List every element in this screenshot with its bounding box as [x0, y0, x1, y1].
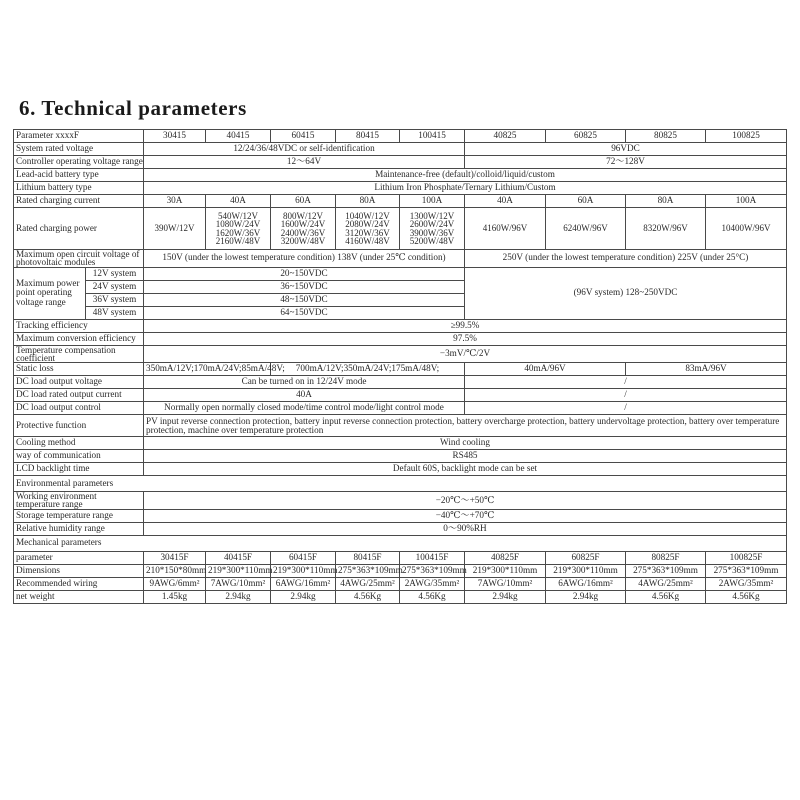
table-row: [14, 551, 787, 564]
power-line: 540W/12V: [218, 211, 258, 222]
power-line: 2160W/48V: [215, 235, 261, 246]
cell-value: 97.5%: [144, 332, 787, 345]
table-row: [14, 590, 787, 603]
table-row: [14, 564, 787, 577]
cell-value: 30A: [144, 195, 206, 208]
cell-value: 40A: [206, 195, 271, 208]
cell-value: 40mA/96V: [465, 363, 626, 376]
row-label-text: Working environment temperature range: [16, 491, 97, 510]
cell-value: Normally open normally closed mode/time control mode/light control mode: [144, 402, 465, 415]
power-line: 1080W/24V: [215, 219, 261, 230]
power-cell: [271, 208, 336, 250]
cell-value: 7AWG/10mm²: [465, 577, 546, 590]
row-label: Storage temperature range: [14, 509, 144, 522]
row-label: Lithium battery type: [14, 182, 144, 195]
cell-value: 250V (under the lowest temperature condition) 225V (under 25°C): [465, 250, 787, 268]
cell-value: RS485: [144, 450, 787, 463]
power-line: 1620W/36V: [215, 227, 261, 238]
cell-value: −40℃～+70℃: [144, 509, 787, 522]
power-cell: [626, 208, 706, 250]
cell-value: 80825F: [626, 551, 706, 564]
power-line: 3200W/48V: [280, 235, 326, 246]
power-cell: [206, 208, 271, 250]
model-header: 100415: [400, 130, 465, 143]
table-row: [14, 363, 787, 376]
row-label-text: Maximum open circuit voltage of photovoltaic modules: [16, 249, 140, 268]
cell-value: 83mA/96V: [626, 363, 787, 376]
cell-value: 64~150VDC: [144, 306, 465, 319]
row-label: DC load rated output current: [14, 389, 144, 402]
row-label: Static loss: [14, 363, 144, 376]
power-line: 1600W/24V: [280, 219, 326, 230]
table-row: [14, 437, 787, 450]
cell-value: 2AWG/35mm²: [706, 577, 787, 590]
table-row: [14, 182, 787, 195]
cell-value: 100A: [706, 195, 787, 208]
model-header: 40825: [465, 130, 546, 143]
table-row: [14, 463, 787, 476]
row-label: Rated charging power: [14, 208, 144, 250]
cell-value: 96VDC: [465, 143, 787, 156]
model-header: 30415: [144, 130, 206, 143]
cell-value: 100A: [400, 195, 465, 208]
cell-value: 100415F: [400, 551, 465, 564]
power-cell: [706, 208, 787, 250]
cell-value: 60825F: [546, 551, 626, 564]
row-label: Maximum power point operating voltage range: [14, 267, 86, 319]
cell-value: 60A: [271, 195, 336, 208]
table-row: [14, 169, 787, 182]
cell-value: 2.94kg: [546, 590, 626, 603]
power-line: 2080W/24V: [345, 219, 390, 230]
table-row: [14, 509, 787, 522]
section-header-row: [14, 535, 787, 551]
system-label: 24V system: [86, 280, 144, 293]
cell-value: 20~150VDC: [144, 267, 465, 280]
cell-value: Default 60S, backlight mode can be set: [144, 463, 787, 476]
protective-text: PV input reverse connection protection, battery input reverse connection protection, battery overcharge protection, battery undervoltage protection, battery over temperature protection, machine over temperature protection: [146, 416, 780, 435]
model-header: 100825: [706, 130, 787, 143]
table-row: [14, 143, 787, 156]
row-label: Cooling method: [14, 437, 144, 450]
row-label: [14, 492, 144, 510]
table-row: [14, 492, 787, 510]
model-header: 40415: [206, 130, 271, 143]
cell-value: 48~150VDC: [144, 293, 465, 306]
row-label: DC load output voltage: [14, 376, 144, 389]
cell-value: [144, 415, 787, 437]
table-row: [14, 332, 787, 345]
power-line: 1040W/12V: [345, 211, 390, 222]
cell-value: 4.56Kg: [400, 590, 465, 603]
table-row: [14, 415, 787, 437]
power-line: 10400W/96V: [721, 223, 771, 234]
cell-value: 4.56Kg: [706, 590, 787, 603]
cell-value: Wind cooling: [144, 437, 787, 450]
power-cell: [144, 208, 206, 250]
table-row: [14, 389, 787, 402]
row-label: [14, 250, 144, 268]
cell-value: −20℃～+50℃: [144, 492, 787, 510]
cell-value: 275*363*109mm: [626, 564, 706, 577]
cell-value: 219*300*110mm: [206, 564, 271, 577]
cell-value: 350mA/12V;170mA/24V;85mA/48V;: [144, 363, 271, 376]
row-label: Dimensions: [14, 564, 144, 577]
table-row: [14, 156, 787, 169]
cell-value: 2.94kg: [206, 590, 271, 603]
cell-value: 100825F: [706, 551, 787, 564]
cell-value: 275*363*109mm: [400, 564, 465, 577]
cell-value: 210*150*80mm: [144, 564, 206, 577]
cell-value: 40415F: [206, 551, 271, 564]
row-label: Tracking efficiency: [14, 319, 144, 332]
cell-value: /: [465, 376, 787, 389]
row-label-text: Temperature compensation coefficient: [16, 344, 116, 363]
table-row: [14, 577, 787, 590]
table-row: [14, 267, 787, 280]
cell-value: 275*363*109mm: [706, 564, 787, 577]
cell-value: 30415F: [144, 551, 206, 564]
cell-value: ≥99.5%: [144, 319, 787, 332]
table-row: [14, 195, 787, 208]
cell-value: 40825F: [465, 551, 546, 564]
table-row-header: [14, 130, 787, 143]
table-row: [14, 450, 787, 463]
model-header: 60415: [271, 130, 336, 143]
cell-value: 275*363*109mm: [336, 564, 400, 577]
cell-value: 2.94kg: [271, 590, 336, 603]
cell-value: 219*300*110mm: [465, 564, 546, 577]
cell-value: 2.94kg: [465, 590, 546, 603]
model-header: 60825: [546, 130, 626, 143]
power-line: 1300W/12V: [409, 211, 455, 222]
cell-value: 150V (under the lowest temperature condition) 138V (under 25℃ condition): [144, 250, 465, 268]
power-line: 3900W/36V: [409, 227, 455, 238]
cell-value: /: [465, 389, 787, 402]
cell-value: 4.56Kg: [336, 590, 400, 603]
power-line: 3120W/36V: [345, 227, 390, 238]
row-label: System rated voltage: [14, 143, 144, 156]
cell-value: 6AWG/16mm²: [271, 577, 336, 590]
power-line: 5200W/48V: [409, 235, 455, 246]
cell-value: 80415F: [336, 551, 400, 564]
cell-value: 60415F: [271, 551, 336, 564]
table-row: [14, 319, 787, 332]
power-line: 390W/12V: [154, 223, 195, 234]
power-cell: [465, 208, 546, 250]
cell-value: 1.45kg: [144, 590, 206, 603]
table-row: [14, 250, 787, 268]
cell-value: 700mA/12V;350mA/24V;175mA/48V;: [271, 363, 465, 376]
cell-value: 9AWG/6mm²: [144, 577, 206, 590]
row-label: LCD backlight time: [14, 463, 144, 476]
system-label: 48V system: [86, 306, 144, 319]
power-line: 800W/12V: [283, 211, 323, 222]
cell-value: Can be turned on in 12/24V mode: [144, 376, 465, 389]
power-line: 4160W/96V: [482, 223, 528, 234]
cell-value: /: [465, 402, 787, 415]
system-label: 36V system: [86, 293, 144, 306]
power-line: 4160W/48V: [345, 235, 390, 246]
model-header: 80415: [336, 130, 400, 143]
section-header: Mechanical parameters: [14, 535, 787, 551]
power-line: 2400W/36V: [280, 227, 326, 238]
table-row: [14, 208, 787, 250]
power-cell: [400, 208, 465, 250]
cell-value: 4.56Kg: [626, 590, 706, 603]
cell-value: 12～64V: [144, 156, 465, 169]
cell-value: 72～128V: [465, 156, 787, 169]
row-label: Controller operating voltage range: [14, 156, 144, 169]
power-line: 8320W/96V: [643, 223, 688, 234]
page-title: 6. Technical parameters: [19, 96, 247, 120]
row-label: way of communication: [14, 450, 144, 463]
table-row: [14, 522, 787, 535]
table-row: [14, 402, 787, 415]
cell-value: 40A: [465, 195, 546, 208]
system-label: 12V system: [86, 267, 144, 280]
cell-value: 80A: [336, 195, 400, 208]
row-label: DC load output control: [14, 402, 144, 415]
cell-value: 2AWG/35mm²: [400, 577, 465, 590]
power-line: 2600W/24V: [409, 219, 455, 230]
row-label: net weight: [14, 590, 144, 603]
section-header: Environmental parameters: [14, 476, 787, 492]
table-row: [14, 345, 787, 363]
row-label: Maximum conversion efficiency: [14, 332, 144, 345]
cell-value: 7AWG/10mm²: [206, 577, 271, 590]
technical-parameters-table: [13, 129, 787, 604]
row-label: Parameter xxxxF: [14, 130, 144, 143]
cell-value: Maintenance-free (default)/colloid/liquid/custom: [144, 169, 787, 182]
cell-value: 219*300*110mm: [546, 564, 626, 577]
cell-value: 60A: [546, 195, 626, 208]
section-header-row: [14, 476, 787, 492]
cell-value: 4AWG/25mm²: [626, 577, 706, 590]
row-label: Recommended wiring: [14, 577, 144, 590]
cell-value: 80A: [626, 195, 706, 208]
cell-value: 40A: [144, 389, 465, 402]
power-line: 6240W/96V: [563, 223, 608, 234]
cell-value: (96V system) 128~250VDC: [465, 267, 787, 319]
cell-value: 219*300*110mm: [271, 564, 336, 577]
cell-value: −3mV/℃/2V: [144, 345, 787, 363]
row-label: Rated charging current: [14, 195, 144, 208]
row-label: Relative humidity range: [14, 522, 144, 535]
model-header: 80825: [626, 130, 706, 143]
cell-value: Lithium Iron Phosphate/Ternary Lithium/Custom: [144, 182, 787, 195]
cell-value: 0～90%RH: [144, 522, 787, 535]
power-cell: [546, 208, 626, 250]
row-label: Protective function: [14, 415, 144, 437]
power-cell: [336, 208, 400, 250]
cell-value: 4AWG/25mm²: [336, 577, 400, 590]
table-row: [14, 376, 787, 389]
row-label: Lead-acid battery type: [14, 169, 144, 182]
cell-value: 12/24/36/48VDC or self-identification: [144, 143, 465, 156]
row-label: [14, 345, 144, 363]
row-label: parameter: [14, 551, 144, 564]
cell-value: 6AWG/16mm²: [546, 577, 626, 590]
cell-value: 36~150VDC: [144, 280, 465, 293]
